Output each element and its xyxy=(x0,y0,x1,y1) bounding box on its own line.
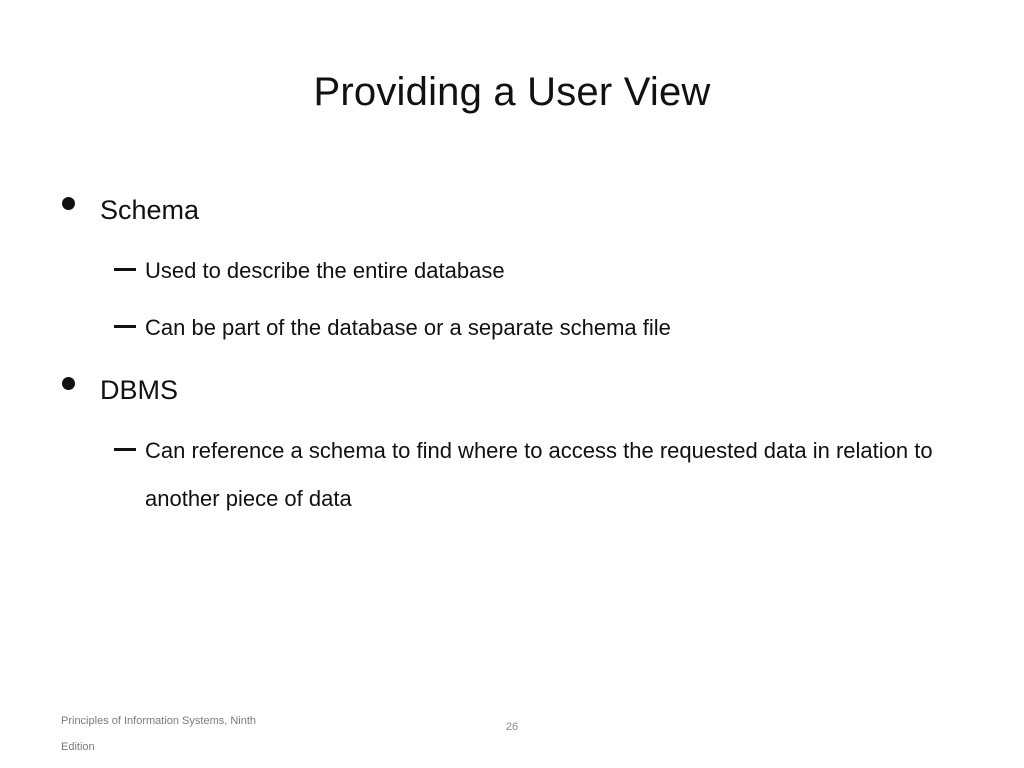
slide-title: Providing a User View xyxy=(313,70,711,114)
subitem-schema-2: Can be part of the database or a separate schema file xyxy=(145,315,671,340)
subitem-dbms-1: Can reference a schema to find where to access the requested data in relation to another piece of data xyxy=(145,438,933,511)
dash-icon xyxy=(114,448,136,451)
dash-icon xyxy=(114,325,136,328)
page-number: 26 xyxy=(505,721,519,733)
footer-source: Principles of Information Systems, Ninth Edition xyxy=(61,715,257,753)
bullet-item-dbms: DBMS xyxy=(100,375,179,405)
bullet-item-schema: Schema xyxy=(100,195,200,225)
dash-icon xyxy=(114,268,136,271)
bullet-dot-icon xyxy=(62,197,75,210)
bullet-dot-icon xyxy=(62,377,75,390)
subitem-schema-1: Used to describe the entire database xyxy=(145,258,505,283)
